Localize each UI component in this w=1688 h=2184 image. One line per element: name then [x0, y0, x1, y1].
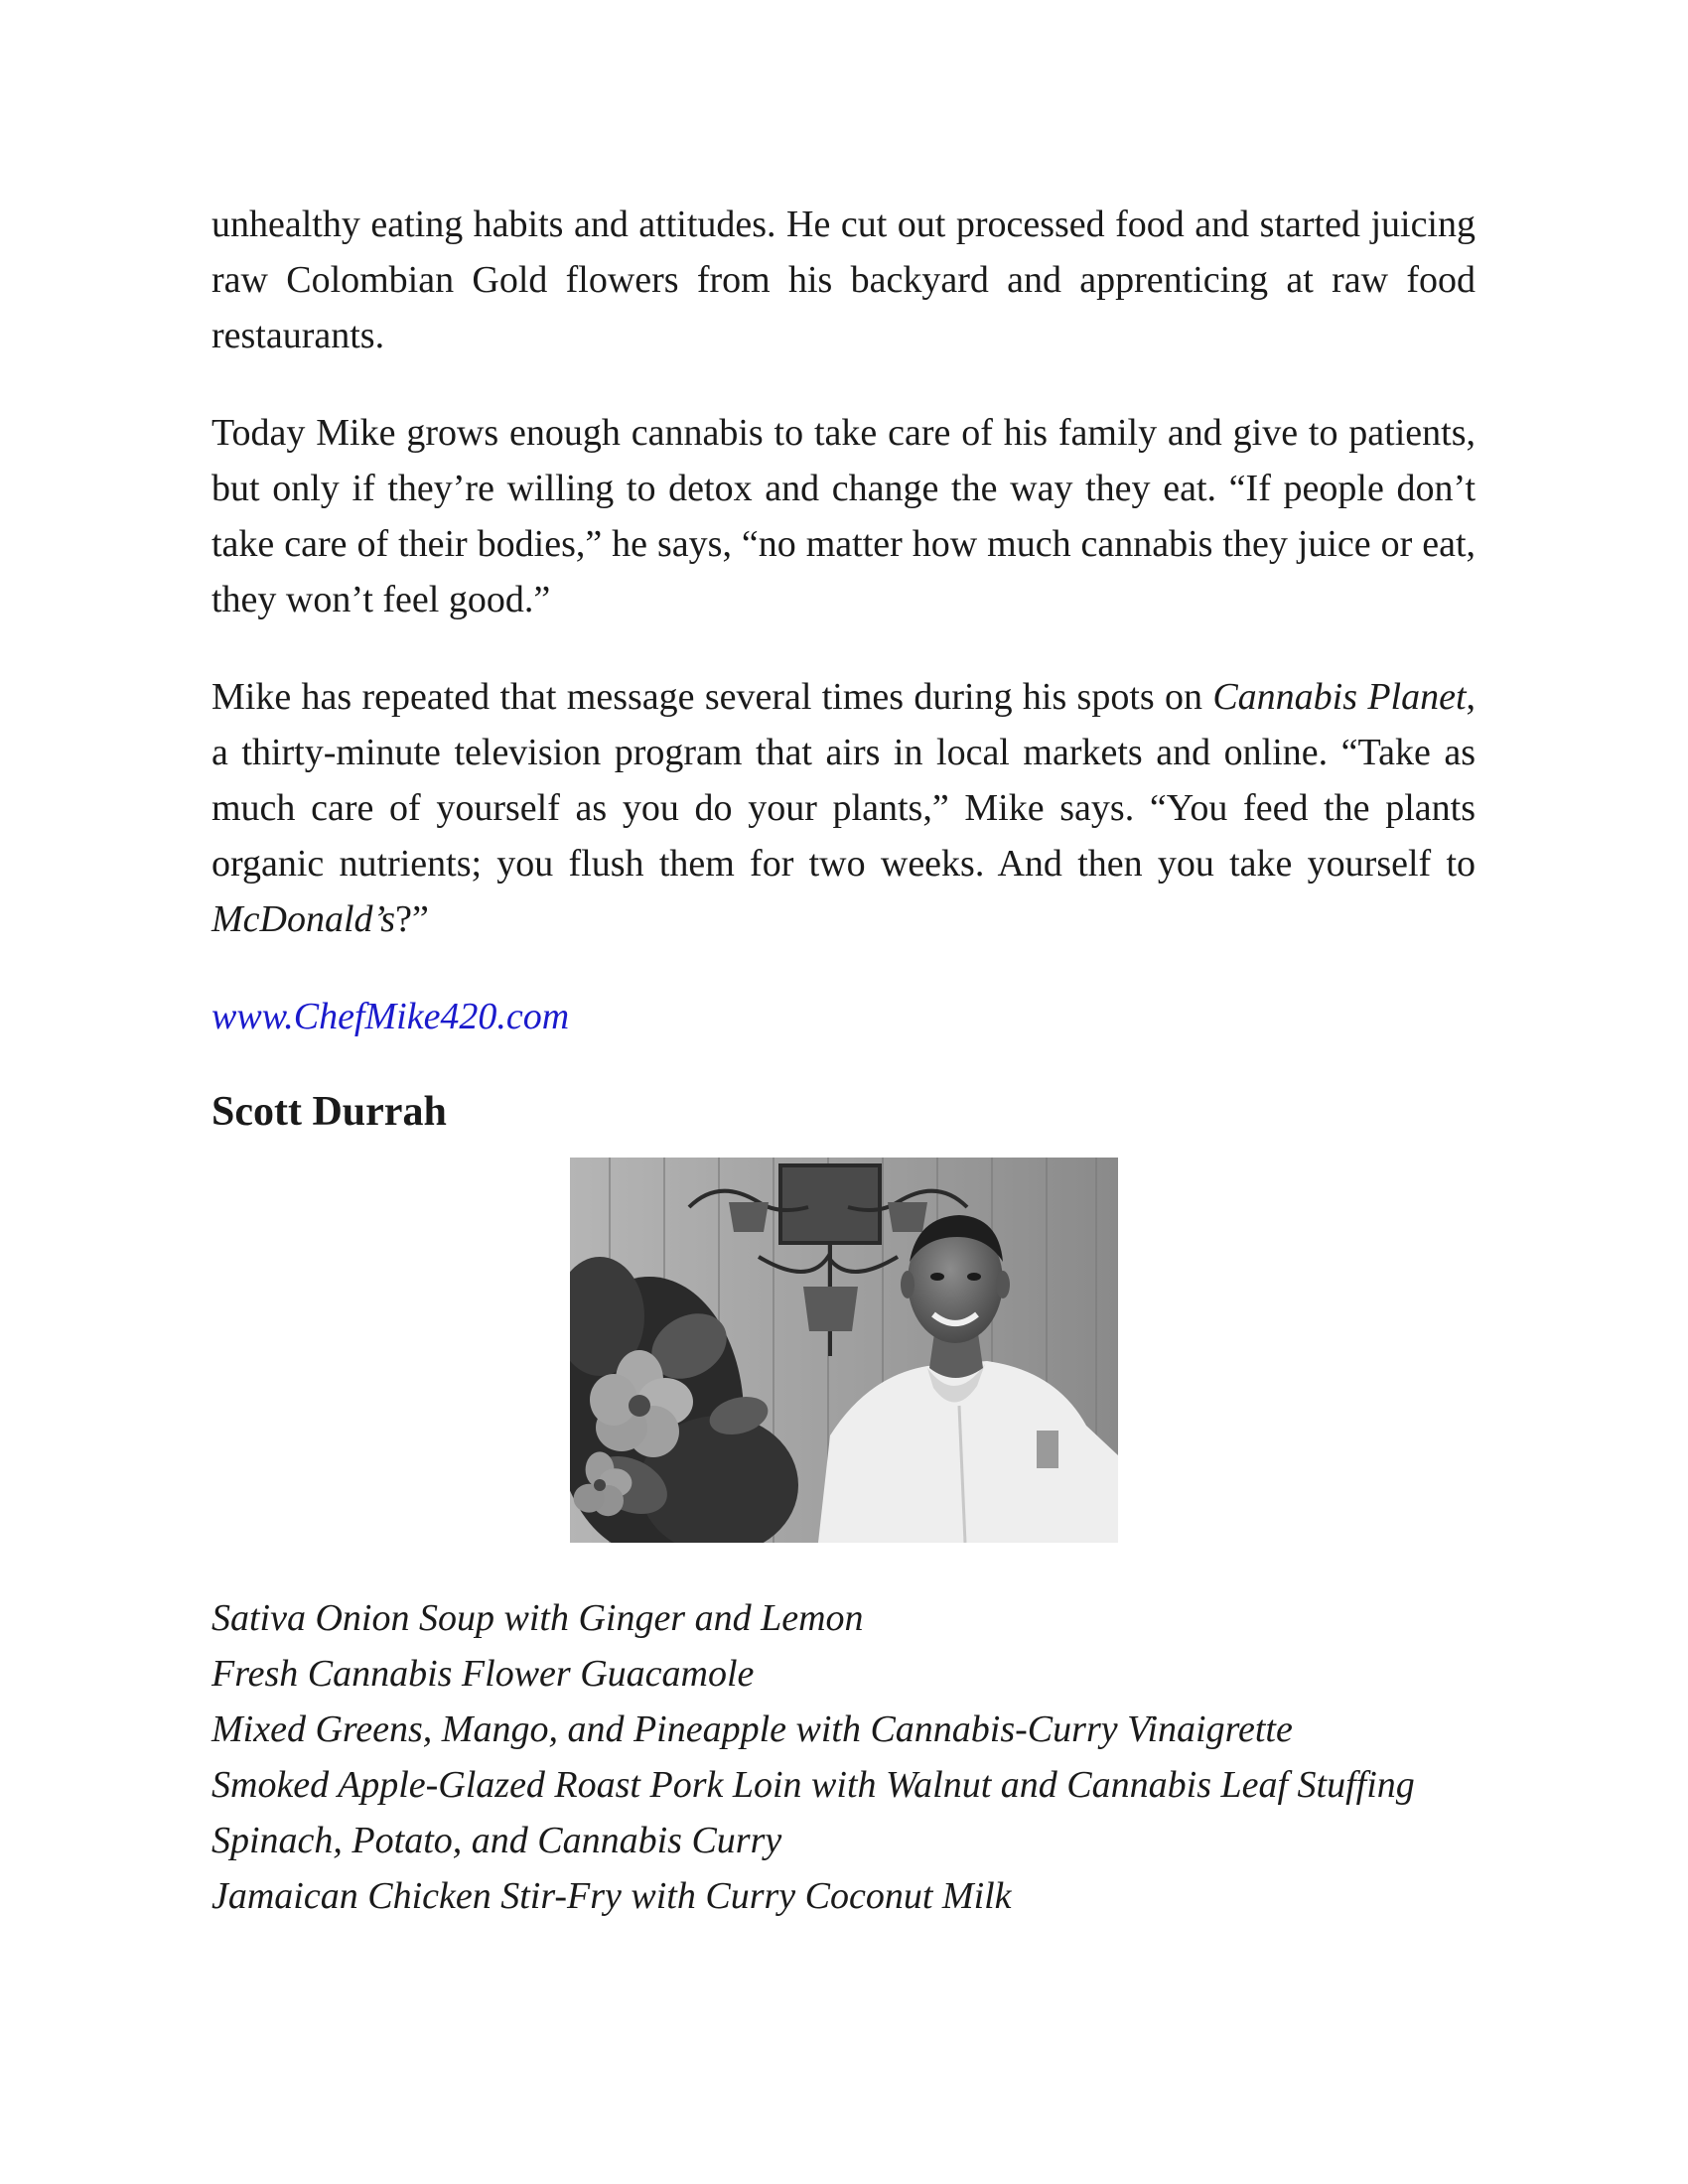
paragraph-3-text-b: , a thirty-minute television program that airs in local markets and online. “Take as much care of yourself as you do your plants,” Mike says. “You feed the plants organic nutrients; you flush them for two weeks. And then you take yourself to	[211, 676, 1477, 885]
section-heading: Scott Durrah	[211, 1089, 447, 1135]
recipe-item: Fresh Cannabis Flower Guacamole	[211, 1653, 755, 1695]
recipe-item: Jamaican Chicken Stir-Fry with Curry Coconut Milk	[211, 1875, 1012, 1917]
recipe-item: Sativa Onion Soup with Ginger and Lemon	[211, 1597, 864, 1639]
recipe-item: Spinach, Potato, and Cannabis Curry	[211, 1820, 782, 1861]
brand-mcdonalds: McDonald’s	[211, 898, 396, 940]
recipe-item: Smoked Apple-Glazed Roast Pork Loin with Walnut and Cannabis Leaf Stuffing	[211, 1764, 1415, 1806]
paragraph-3-text-a: Mike has repeated that message several times during his spots on	[211, 676, 1213, 718]
paragraph-3-text-c: ?”	[395, 898, 429, 940]
paragraph-body-1: unhealthy eating habits and attitudes. He cut out processed food and started juicing raw Colombian Gold flowers from his backyard and apprenticing at raw food restaurants.	[211, 204, 1476, 356]
program-title-cannabis-planet: Cannabis Planet	[1212, 676, 1467, 718]
website-link[interactable]: www.ChefMike420.com	[211, 996, 570, 1037]
paragraph-body-3	[211, 669, 1476, 947]
document-page	[211, 197, 1476, 1924]
recipe-list	[211, 1590, 1476, 1924]
paragraph-body-2: Today Mike grows enough cannabis to take care of his family and give to patients, but only if they’re willing to detox and change the way they eat. “If people don’t take care of their bodies,” he says, “no matter how much cannabis they juice or eat, they won’t feel good.”	[211, 412, 1476, 620]
chef-portrait-photo	[570, 1158, 1118, 1543]
recipe-item: Mixed Greens, Mango, and Pineapple with Cannabis-Curry Vinaigrette	[211, 1708, 1293, 1750]
